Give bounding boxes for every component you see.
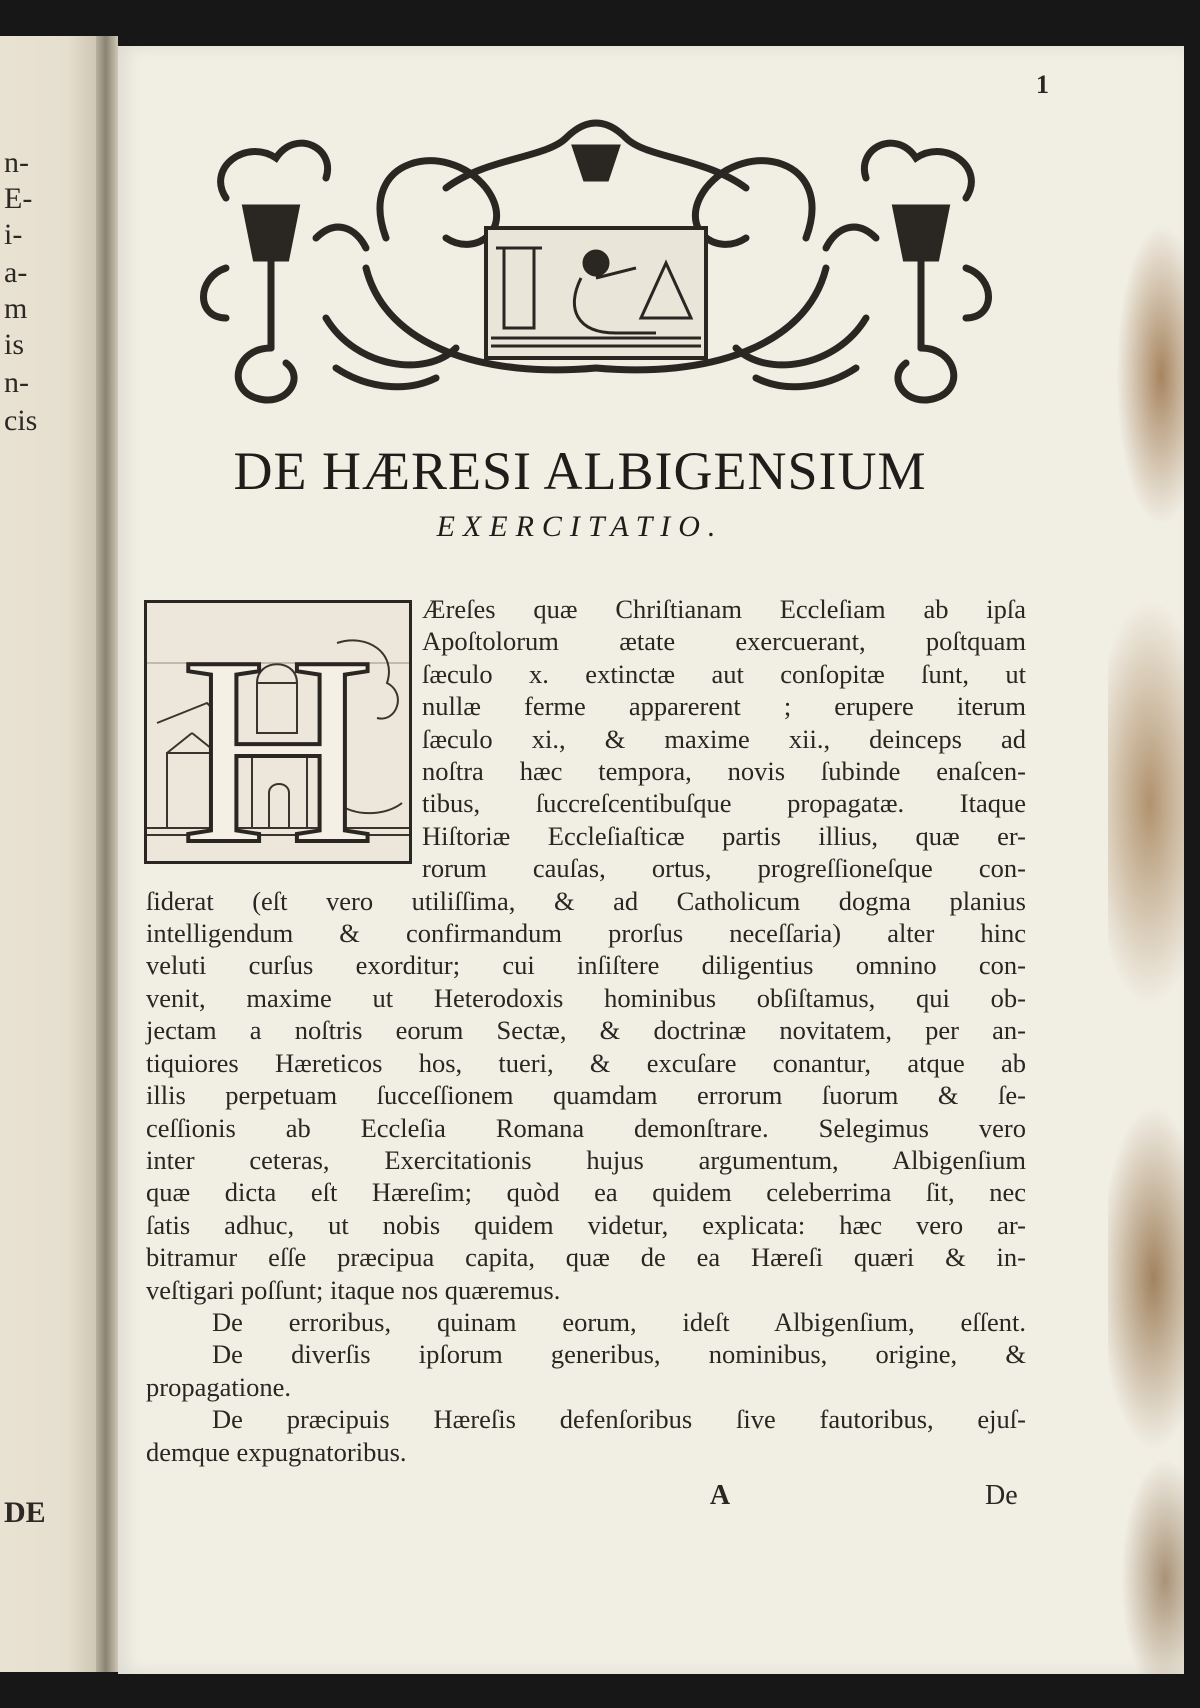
left-fragment: i-: [4, 218, 23, 251]
left-fragment: cis: [4, 404, 38, 437]
left-fragment: m: [4, 292, 28, 325]
left-page-edge: [0, 36, 96, 1672]
body-text: [146, 593, 1026, 1468]
text-line: De erroribus, quinam eorum, ideſt Albigenſium, eſſent.: [212, 1306, 1026, 1337]
text-line: jectam a noſtris eorum Sectæ, & doctrinæ novitatem, per an-: [146, 1015, 1026, 1046]
text-line: Hiſtoriæ Eccleſiaſticæ partis illius, quæ er-: [422, 820, 1026, 851]
text-line: intelligendum & confirmandum prorſus neceſſaria) alter hinc: [146, 918, 1026, 949]
ornamental-headpiece: [186, 118, 1006, 408]
catchword: De: [985, 1480, 1018, 1511]
text-line: bitramur eſſe præcipua capita, quæ de ea Hæreſi quæri & in-: [146, 1242, 1026, 1273]
text-line: tiquiores Hæreticos hos, tueri, & excuſare conantur, atque ab: [146, 1047, 1026, 1078]
page-edge-stain: [1108, 90, 1184, 1674]
text-line: ſæculo x. extinctæ aut conſopitæ ſunt, ut: [422, 658, 1026, 689]
text-line: illis perpetuam ſucceſſionem quamdam errorum ſuorum & ſe-: [146, 1080, 1026, 1111]
text-line: veſtigari poſſunt; itaque nos quæremus.: [146, 1274, 561, 1305]
page-number: 1: [1036, 70, 1049, 99]
left-fragment-catchword: DE: [4, 1496, 46, 1529]
text-line: demque expugnatoribus.: [146, 1436, 407, 1467]
text-line: nullæ ferme apparerent ; erupere iterum: [422, 691, 1026, 722]
text-line: ſæculo xi., & maxime xii., deinceps ad: [422, 723, 1026, 754]
text-line: ſatis adhuc, ut nobis quidem videtur, explicata: hæc vero ar-: [146, 1209, 1026, 1240]
text-line: inter ceteras, Exercitationis hujus argumentum, Albigenſium: [146, 1144, 1026, 1175]
text-line: noſtra hæc tempora, novis ſubinde enaſcen-: [422, 756, 1026, 787]
text-line: rorum cauſas, ortus, progreſſioneſque con-: [422, 853, 1026, 884]
text-line: venit, maxime ut Heterodoxis hominibus obſiſtamus, qui ob-: [146, 982, 1026, 1013]
left-fragment: n-: [4, 366, 29, 399]
page-subtitle: EXERCITATIO.: [436, 510, 724, 543]
left-fragment: E-: [4, 182, 33, 215]
text-line: Æreſes quæ Chriſtianam Eccleſiam ab ipſa: [422, 594, 1026, 624]
text-line: propagatione.: [146, 1371, 291, 1402]
text-line: De præcipuis Hæreſis defenſoribus ſive fautoribus, ejuſ-: [212, 1404, 1026, 1435]
left-fragment: n-: [4, 146, 29, 179]
text-line: quæ dicta eſt Hæreſim; quòd ea quidem celeberrima ſit, nec: [146, 1177, 1026, 1208]
left-fragment: is: [4, 328, 25, 361]
left-fragment: a-: [4, 256, 28, 289]
drop-cap-letter: H: [180, 603, 376, 861]
text-line: tibus, ſuccreſcentibuſque propagatæ. Itaque: [422, 788, 1026, 819]
text-line: Apoſtolorum ætate exercuerant, poſtquam: [422, 626, 1026, 657]
page-title: DE HÆRESI ALBIGENSIUM: [233, 441, 927, 501]
signature-mark: A: [709, 1480, 731, 1511]
text-line: De diverſis ipſorum generibus, nominibus, origine, &: [212, 1339, 1026, 1370]
book-gutter: [96, 36, 118, 1672]
text-line: veluti curſus exorditur; cui inſiſtere diligentius omnino con-: [146, 950, 1026, 981]
text-line: ſiderat (eſt vero utiliſſima, & ad Catholicum dogma planius: [146, 885, 1026, 916]
text-line: ceſſionis ab Eccleſia Romana demonſtrare. Selegimus vero: [146, 1112, 1026, 1143]
